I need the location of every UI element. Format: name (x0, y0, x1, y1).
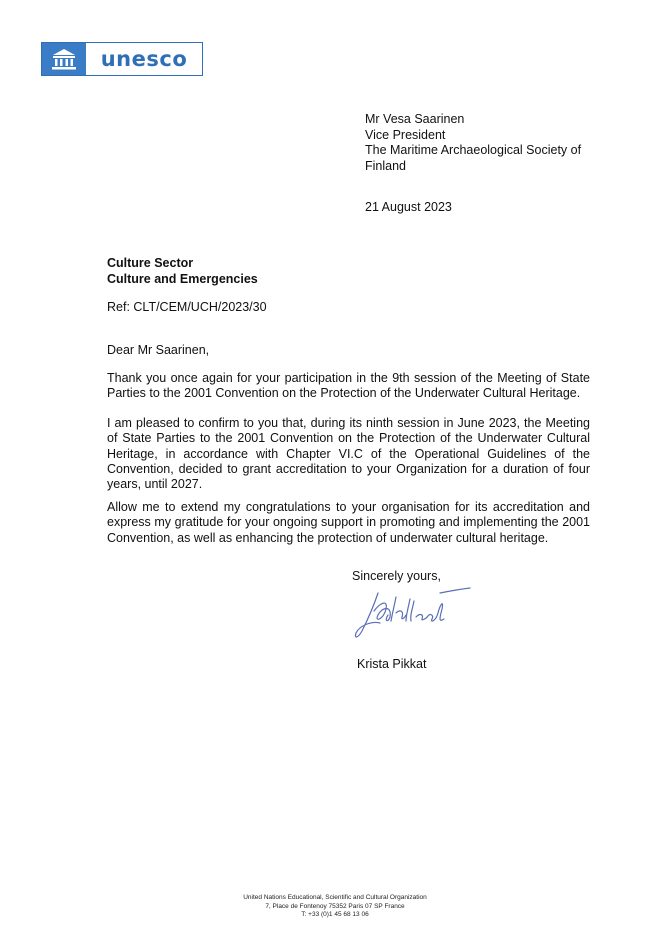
recipient-organization-line2: Finland (365, 158, 406, 173)
letter-footer (0, 894, 670, 920)
reference-number: Ref: CLT/CEM/UCH/2023/30 (107, 300, 267, 314)
body-paragraph-1: Thank you once again for your participation in the 9th session of the Meeting of State Parties to the 2001 Convention on the Protection of the Underwater Cultural Heritage. (107, 371, 590, 401)
sender-unit: Culture and Emergencies (107, 271, 258, 286)
salutation: Dear Mr Saarinen, (107, 343, 210, 357)
recipient-address (365, 112, 635, 174)
body-paragraph-2: I am pleased to confirm to you that, during its ninth session in June 2023, the Meeting of State Parties to the 2001 Convention on the Protection of the Underwater Cultural Heritage, in accordance with Chapter VI.C of the Operational Guidelines of the Convention, decided to grant accreditation to your Organization for a duration of four years, until 2027. (107, 416, 590, 492)
handwritten-signature (344, 583, 484, 643)
signer-name: Krista Pikkat (357, 657, 427, 671)
footer-organization: United Nations Educational, Scientific and Cultural Organization (243, 894, 427, 901)
footer-address: 7, Place de Fontenoy 75352 Paris 07 SP France (265, 902, 405, 910)
letter-date: 21 August 2023 (365, 200, 452, 214)
recipient-title: Vice President (365, 127, 446, 142)
recipient-organization-line1: The Maritime Archaeological Society of (365, 143, 582, 157)
temple-emblem-icon (42, 43, 86, 75)
sender-department (107, 256, 258, 287)
footer-phone: T: +33 (0)1 45 68 13 06 (301, 911, 369, 918)
body-paragraph-3: Allow me to extend my congratulations to your organisation for its accreditation and express my gratitude for your ongoing support in promoting and implementing the 2001 Convention, as well as enhancing the protection of underwater cultural heritage. (107, 500, 590, 545)
closing: Sincerely yours, (352, 569, 441, 583)
recipient-name: Mr Vesa Saarinen (365, 112, 465, 126)
unesco-logo (41, 42, 203, 76)
logo-wordmark: unesco (86, 43, 202, 75)
sender-sector: Culture Sector (107, 256, 194, 270)
